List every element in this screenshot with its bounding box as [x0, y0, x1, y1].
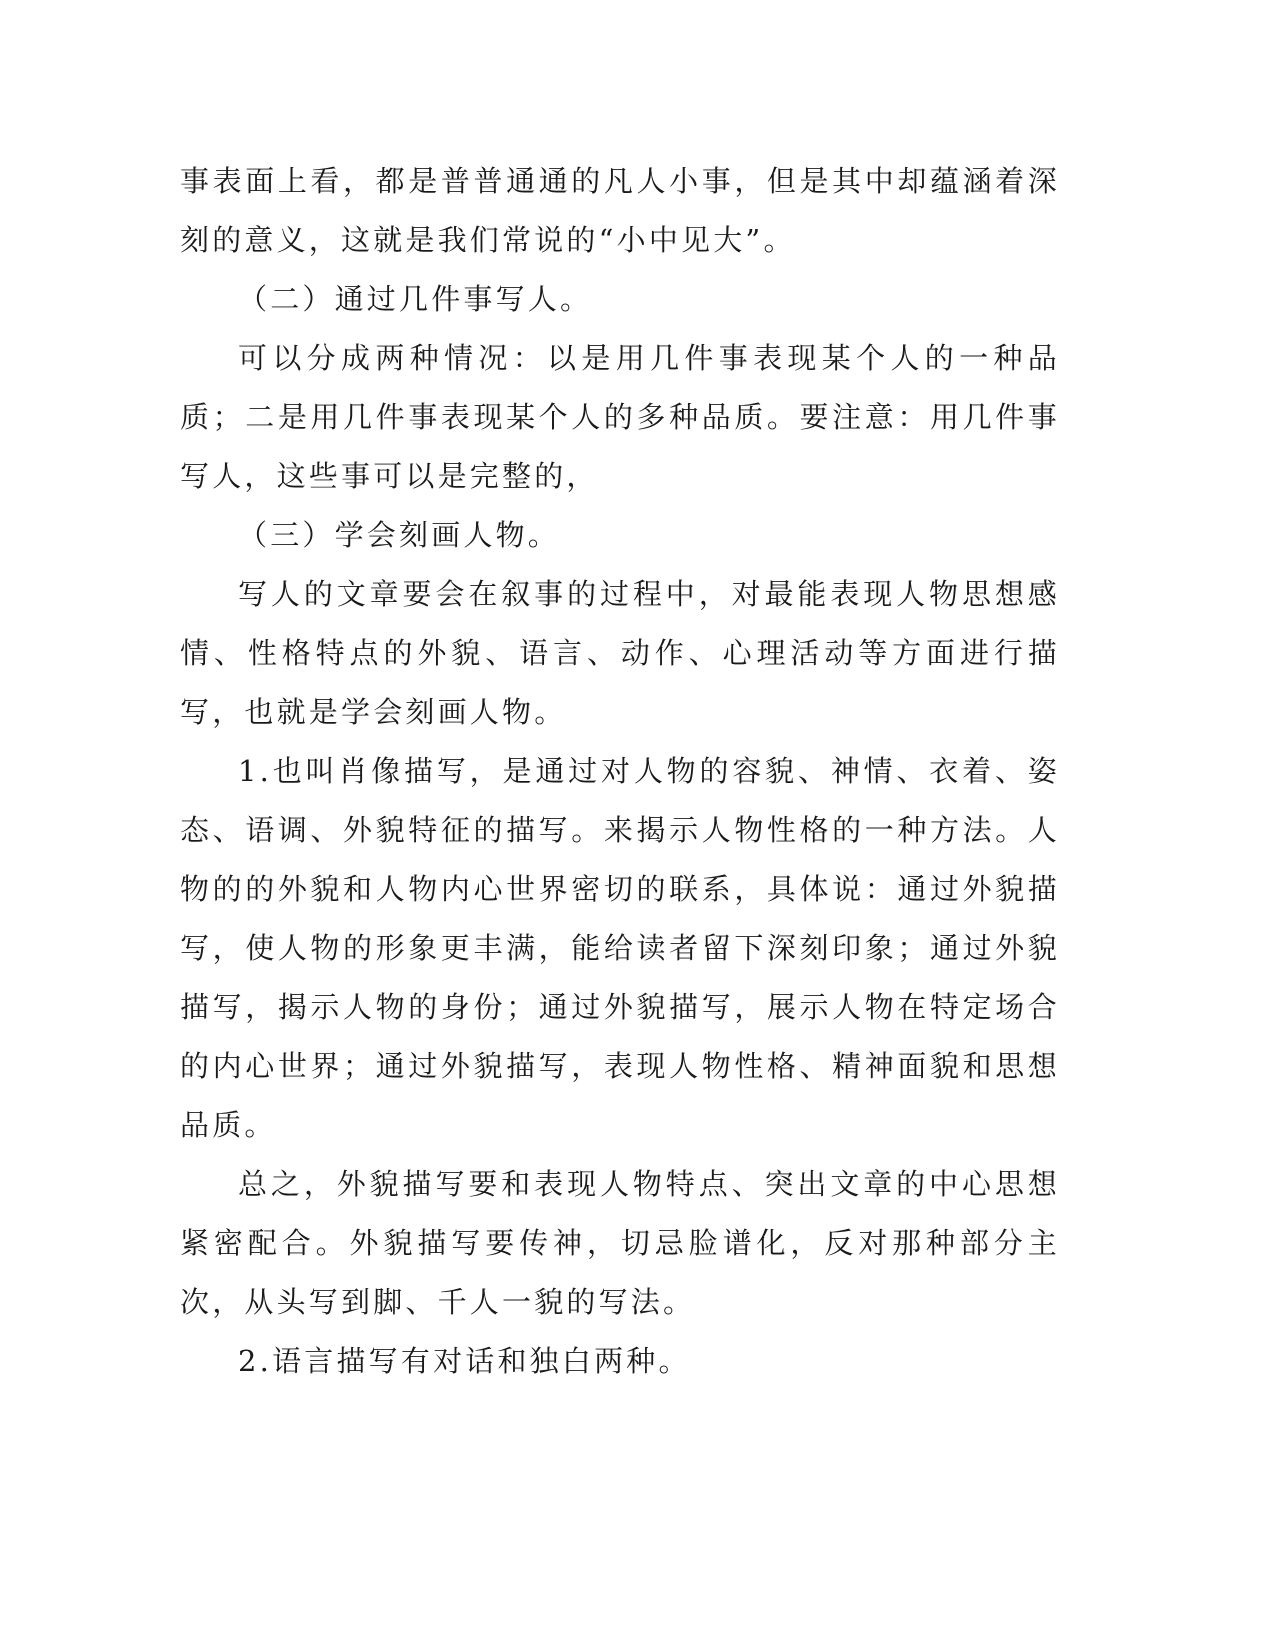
paragraph-appearance-description: 1.也叫肖像描写，是通过对人物的容貌、神情、衣着、姿态、语调、外貌特征的描写。来揭示人物性格的一种方法。人物的的外貌和人物内心世界密切的联系，具体说：通过外貌描写，使人物的形象更丰满，能给读者留下深刻印象；通过外貌描写，揭示人物的身份；通过外貌描写，展示人物在特定场合的内心世界；通过外貌描写，表现人物性格、精神面貌和思想品质。 [180, 754, 1060, 1142]
document-page [180, 152, 1060, 1391]
section-heading-two: （二）通过几件事写人。 [238, 282, 593, 316]
section-heading-three: （三）学会刻画人物。 [238, 518, 561, 552]
paragraph-summary: 总之，外貌描写要和表现人物特点、突出文章的中心思想紧密配合。外貌描写要传神，切忌脸谱化，反对那种部分主次，从头写到脚、千人一貌的写法。 [180, 1167, 1060, 1319]
paragraph-two-situations: 可以分成两种情况：以是用几件事表现某个人的一种品质；二是用几件事表现某个人的多种品质。要注意：用几件事写人，这些事可以是完整的， [180, 341, 1060, 493]
paragraph-language-description: 2.语言描写有对话和独白两种。 [238, 1344, 691, 1378]
paragraph-continuation: 事表面上看，都是普普通通的凡人小事，但是其中却蕴涵着深刻的意义，这就是我们常说的“小中见大”。 [180, 164, 1060, 257]
paragraph-portray-characters: 写人的文章要会在叙事的过程中，对最能表现人物思想感情、性格特点的外貌、语言、动作、心理活动等方面进行描写，也就是学会刻画人物。 [180, 577, 1060, 729]
